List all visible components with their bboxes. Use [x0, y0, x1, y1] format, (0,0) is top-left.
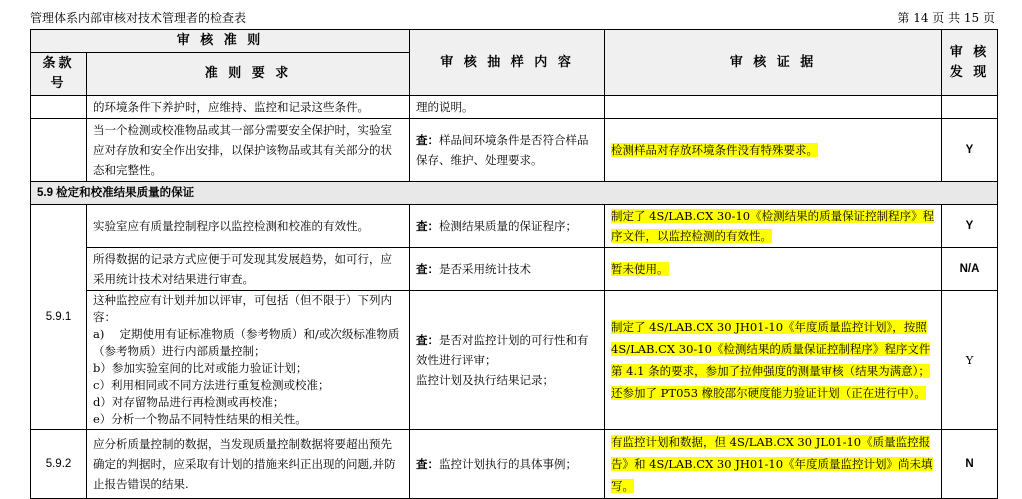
evidence-cell [605, 291, 942, 430]
header-sampling: 审 核 抽 样 内 容 [410, 30, 605, 96]
finding-cell: Y [942, 119, 998, 182]
finding-cell: Y [942, 291, 998, 430]
requirement-line: d）对存留物品进行再检测或再校准； [93, 395, 285, 409]
clause-cell [31, 119, 87, 182]
finding-cell [942, 96, 998, 119]
section-title: 5.9 检定和校准结果质量的保证 [31, 182, 998, 205]
check-prefix: 查： [416, 262, 440, 276]
section-row [31, 182, 998, 205]
sampling-cell [410, 430, 605, 499]
requirement-cell: 的环境条件下养护时，应维持、监控和记录这些条件。 [87, 96, 410, 119]
clause-number: 5.9.1 [31, 205, 87, 430]
table-row [31, 248, 998, 291]
requirement-cell [87, 291, 410, 430]
header-clause-no: 条款号 [31, 53, 87, 96]
requirement-line: a) 定期使用有证标准物质（参考物质）和/或次级标准物质（参考物质）进行内部质量控制； [93, 327, 400, 358]
evidence-highlight: 有监控计划和数据，但 4S/LAB.CX 30 JL01-10《质量监控报告》和 4S/LAB.CX 30 JH01-10《年度质量监控计划》尚未填写。 [611, 435, 933, 493]
finding-cell: N [942, 430, 998, 499]
sampling-text: 监控计划执行的具体事例； [439, 457, 578, 471]
audit-checklist-table [30, 29, 998, 499]
document-title: 管理体系内部审核对技术管理者的检查表 [30, 11, 247, 25]
table-row [31, 430, 998, 499]
requirement-line: b）参加实验室间的比对或能力验证计划； [93, 361, 308, 375]
evidence-cell [605, 248, 942, 291]
header-criteria-group: 审 核 准 则 [31, 30, 410, 53]
sampling-cell [410, 291, 605, 430]
table-row [31, 119, 998, 182]
evidence-highlight: 制定了 4S/LAB.CX 30-10《检测结果的质量保证控制程序》程序文件，以监控检测的有效性。 [611, 209, 935, 243]
requirement-cell: 实验室应有质量控制程序以监控检测和校准的有效性。 [87, 205, 410, 248]
evidence-cell [605, 205, 942, 248]
header-evidence: 审 核 证 据 [605, 30, 942, 96]
table-row [31, 291, 998, 430]
check-prefix: 查： [416, 457, 440, 471]
header-requirements: 准 则 要 求 [87, 53, 410, 96]
sampling-text: 是否对监控计划的可行性和有效性进行评审； [416, 333, 589, 367]
table-row [31, 96, 998, 119]
requirement-cell: 所得数据的记录方式应便于可发现其发展趋势，如可行，应采用统计技术对结果进行审查。 [87, 248, 410, 291]
check-prefix: 查： [416, 133, 440, 147]
sampling-text: 检测结果质量的保证程序； [439, 219, 578, 233]
evidence-highlight: 暂未使用。 [611, 262, 669, 276]
header-finding: 审 核 发 现 [942, 30, 998, 96]
sampling-cell [410, 205, 605, 248]
evidence-cell [605, 430, 942, 499]
sampling-text: 监控计划及执行结果记录； [416, 373, 555, 387]
table-row [31, 205, 998, 248]
requirement-cell: 当一个检测或校准物品或其一部分需要安全保护时，实验室应对存放和安全作出安排，以保护该物品或其有关部分的状态和完整性。 [87, 119, 410, 182]
check-prefix: 查： [416, 333, 440, 347]
evidence-highlight: 检测样品对存放环境条件没有特殊要求。 [611, 143, 819, 157]
requirement-line: c）利用相同或不同方法进行重复检测或校准； [93, 378, 330, 392]
requirement-line: 这种监控应有计划并加以评审，可包括（但不限于）下列内容： [93, 293, 392, 324]
finding-cell: Y [942, 205, 998, 248]
sampling-cell [410, 248, 605, 291]
requirement-line: e）分析一个物品不同特性结果的相关性。 [93, 412, 307, 426]
sampling-text: 样品间环境条件是否符合样品保存、维护、处理要求。 [416, 133, 589, 167]
page-number: 第 14 页 共 15 页 [897, 11, 995, 25]
evidence-cell [605, 96, 942, 119]
clause-cell [31, 96, 87, 119]
evidence-highlight: 制定了 4S/LAB.CX 30 JH01-10《年度质量监控计划》，按照4S/LAB.CX 30-10《检测结果的质量保证控制程序》程序文件第 4.1 条的要求，参加了拉伸强度的测量审核（结果为满意）；还参加了 PT053 橡胶邵尔硬度能力验证计划（正在进行中）。 [611, 320, 931, 400]
check-prefix: 查： [416, 219, 440, 233]
requirement-cell: 应分析质量控制的数据，当发现质量控制数据将要超出预先确定的判据时，应采取有计划的措施来纠正出现的问题,并防止报告错误的结果. [87, 430, 410, 499]
sampling-cell: 理的说明。 [410, 96, 605, 119]
finding-cell: N/A [942, 248, 998, 291]
sampling-cell [410, 119, 605, 182]
clause-number: 5.9.2 [31, 430, 87, 499]
evidence-cell [605, 119, 942, 182]
sampling-text: 是否采用统计技术 [439, 262, 532, 276]
page-header [30, 9, 995, 27]
